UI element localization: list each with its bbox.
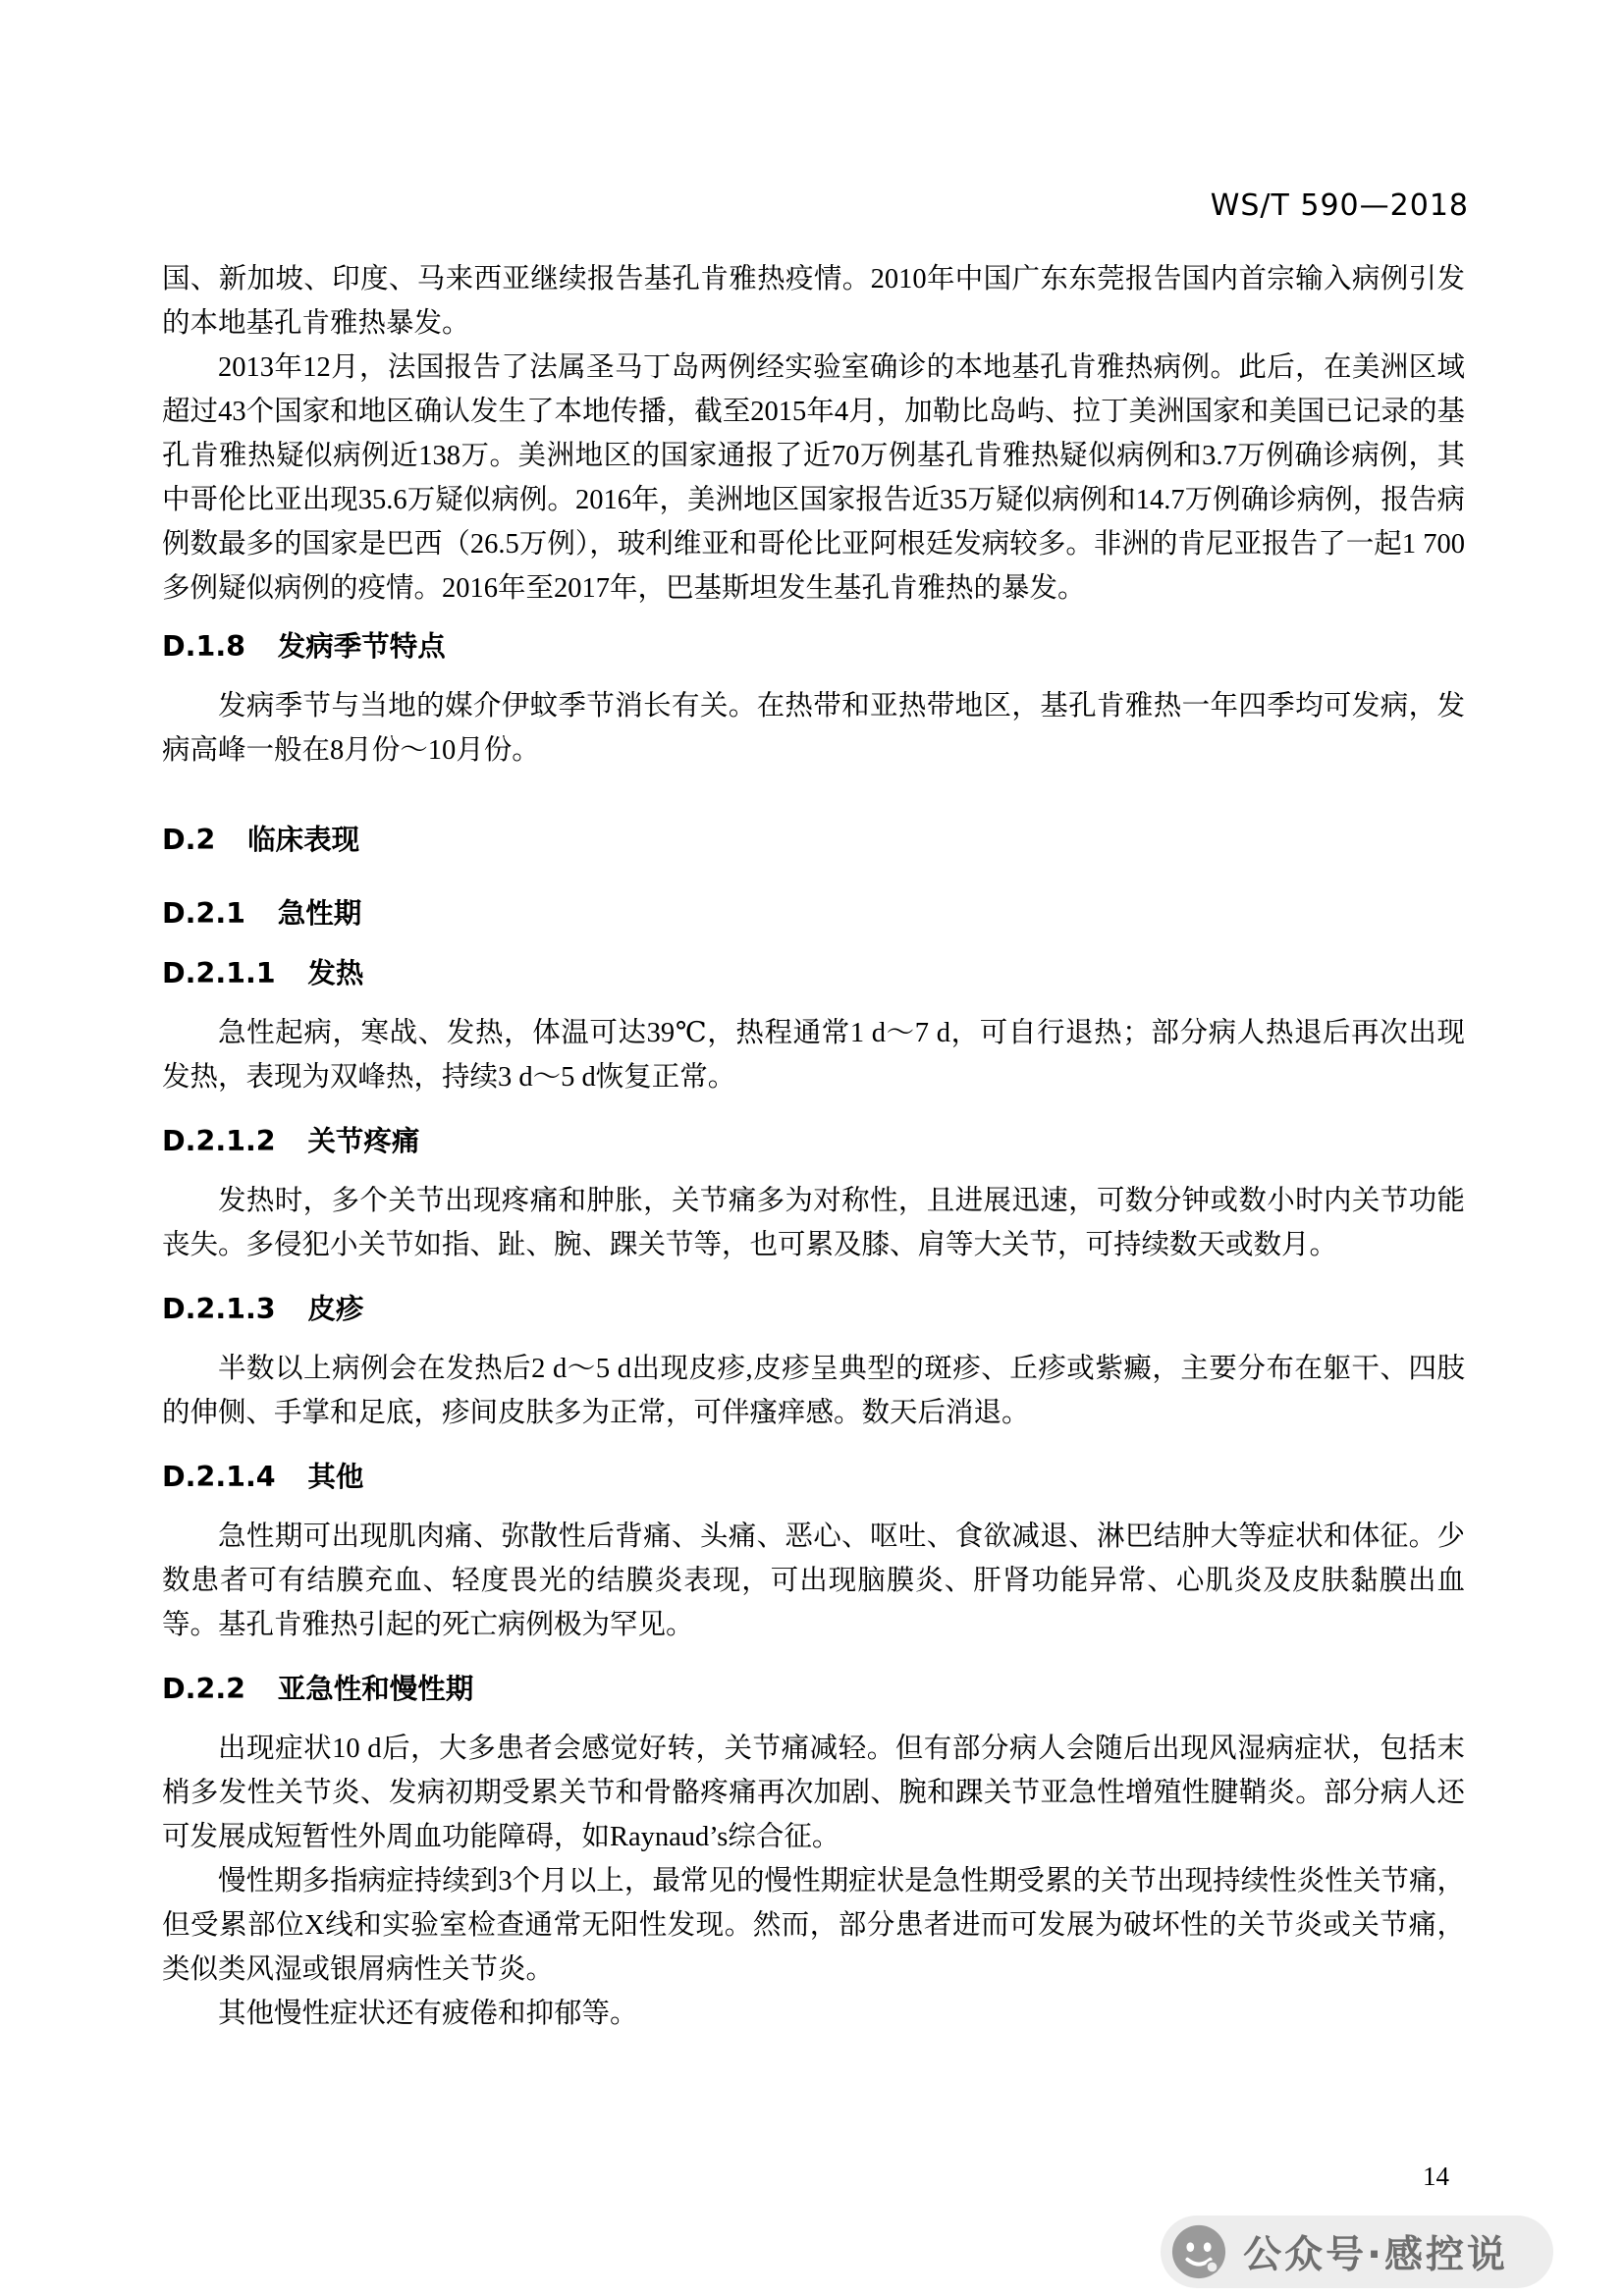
heading-number: D.2.1.2 — [162, 1125, 276, 1157]
heading-d-2-1-4 — [162, 1455, 1465, 1499]
watermark-text: 公众号·感控说 — [1243, 2233, 1508, 2277]
paragraph-other-acute: 急性期可出现肌肉痛、弥散性后背痛、头痛、恶心、呕吐、食欲减退、淋巴结肿大等症状和体征。少数患者可有结膜充血、轻度畏光的结膜炎表现，可出现脑膜炎、肝肾功能异常、心肌炎及皮肤黏膜出血等。基孔肯雅热引起的死亡病例极为罕见。 — [162, 1522, 1465, 1640]
wechat-official-account-icon — [1170, 2223, 1227, 2280]
paragraph-subacute-1: 出现症状10 d后，大多患者会感觉好转，关节痛减轻。但有部分病人会随后出现风湿病症状，包括末梢多发性关节炎、发病初期受累关节和骨骼疼痛再次加剧、腕和踝关节亚急性增殖性腱鞘炎。部分病人还可发展成短暂性外周血功能障碍，如Raynaud’s综合征。 — [162, 1734, 1465, 1852]
heading-number: D.2 — [162, 824, 216, 856]
heading-number: D.2.1.3 — [162, 1293, 276, 1325]
heading-title: 关节疼痛 — [307, 1125, 420, 1157]
heading-title: 其他 — [307, 1461, 364, 1493]
heading-title: 临床表现 — [247, 824, 360, 856]
heading-d-1-8 — [162, 624, 1465, 668]
heading-d-2 — [162, 818, 1465, 862]
paragraph-intro-continuation: 国、新加坡、印度、马来西亚继续报告基孔肯雅热疫情。2010年中国广东东莞报告国内首宗输入病例引发的本地基孔肯雅热暴发。 — [162, 264, 1465, 339]
heading-title: 亚急性和慢性期 — [277, 1673, 474, 1705]
heading-d-2-1-2 — [162, 1119, 1465, 1163]
paragraph-fever: 急性起病，寒战、发热，体温可达39℃，热程通常1 d～7 d，可自行退热；部分病人热退后再次出现发热，表现为双峰热，持续3 d～5 d恢复正常。 — [162, 1018, 1465, 1093]
watermark — [1161, 2216, 1553, 2288]
heading-d-2-2 — [162, 1667, 1465, 1711]
document-body — [162, 257, 1465, 2036]
paragraph-season: 发病季节与当地的媒介伊蚊季节消长有关。在热带和亚热带地区，基孔肯雅热一年四季均可发病，发病高峰一般在8月份～10月份。 — [162, 691, 1465, 766]
heading-title: 发病季节特点 — [277, 630, 446, 663]
paragraph-history-2013: 2013年12月，法国报告了法属圣马丁岛两例经实验室确诊的本地基孔肯雅热病例。此后，在美洲区域超过43个国家和地区确认发生了本地传播，截至2015年4月，加勒比岛屿、拉丁美洲国家和美国已记录的基孔肯雅热疑似病例近138万。美洲地区的国家通报了近70万例基孔肯雅热疑似病例和3.7万例确诊病例，其中哥伦比亚出现35.6万疑似病例。2016年，美洲地区国家报告近35万疑似病例和14.7万例确诊病例，报告病例数最多的国家是巴西（26.5万例），玻利维亚和哥伦比亚阿根廷发病较多。非洲的肯尼亚报告了一起1 700多例疑似病例的疫情。2016年至2017年，巴基斯坦发生基孔肯雅热的暴发。 — [162, 352, 1465, 604]
heading-title: 发热 — [307, 957, 364, 989]
heading-d-2-1-3 — [162, 1287, 1465, 1331]
heading-d-2-1 — [162, 891, 1465, 935]
heading-title: 皮疹 — [307, 1293, 364, 1325]
heading-number: D.2.1 — [162, 897, 245, 930]
heading-d-2-1-1 — [162, 951, 1465, 995]
heading-number: D.2.1.1 — [162, 957, 276, 989]
paragraph-subacute-3: 其他慢性症状还有疲倦和抑郁等。 — [218, 1999, 638, 2029]
heading-title: 急性期 — [277, 897, 362, 930]
heading-number: D.1.8 — [162, 630, 245, 663]
heading-number: D.2.1.4 — [162, 1461, 276, 1493]
standard-number: WS/T 590—2018 — [1210, 188, 1469, 223]
paragraph-joint-pain: 发热时，多个关节出现疼痛和肿胀，关节痛多为对称性，且进展迅速，可数分钟或数小时内关节功能丧失。多侵犯小关节如指、趾、腕、踝关节等，也可累及膝、肩等大关节，可持续数天或数月。 — [162, 1186, 1465, 1260]
heading-number: D.2.2 — [162, 1673, 245, 1705]
paragraph-rash: 半数以上病例会在发热后2 d～5 d出现皮疹,皮疹呈典型的斑疹、丘疹或紫癜，主要分布在躯干、四肢的伸侧、手掌和足底，疹间皮肤多为正常，可伴瘙痒感。数天后消退。 — [162, 1354, 1465, 1428]
paragraph-subacute-2: 慢性期多指病症持续到3个月以上，最常见的慢性期症状是急性期受累的关节出现持续性炎性关节痛，但受累部位X线和实验室检查通常无阳性发现。然而，部分患者进而可发展为破坏性的关节炎或关节痛，类似类风湿或银屑病性关节炎。 — [162, 1866, 1465, 1985]
page-number: 14 — [1423, 2162, 1449, 2191]
